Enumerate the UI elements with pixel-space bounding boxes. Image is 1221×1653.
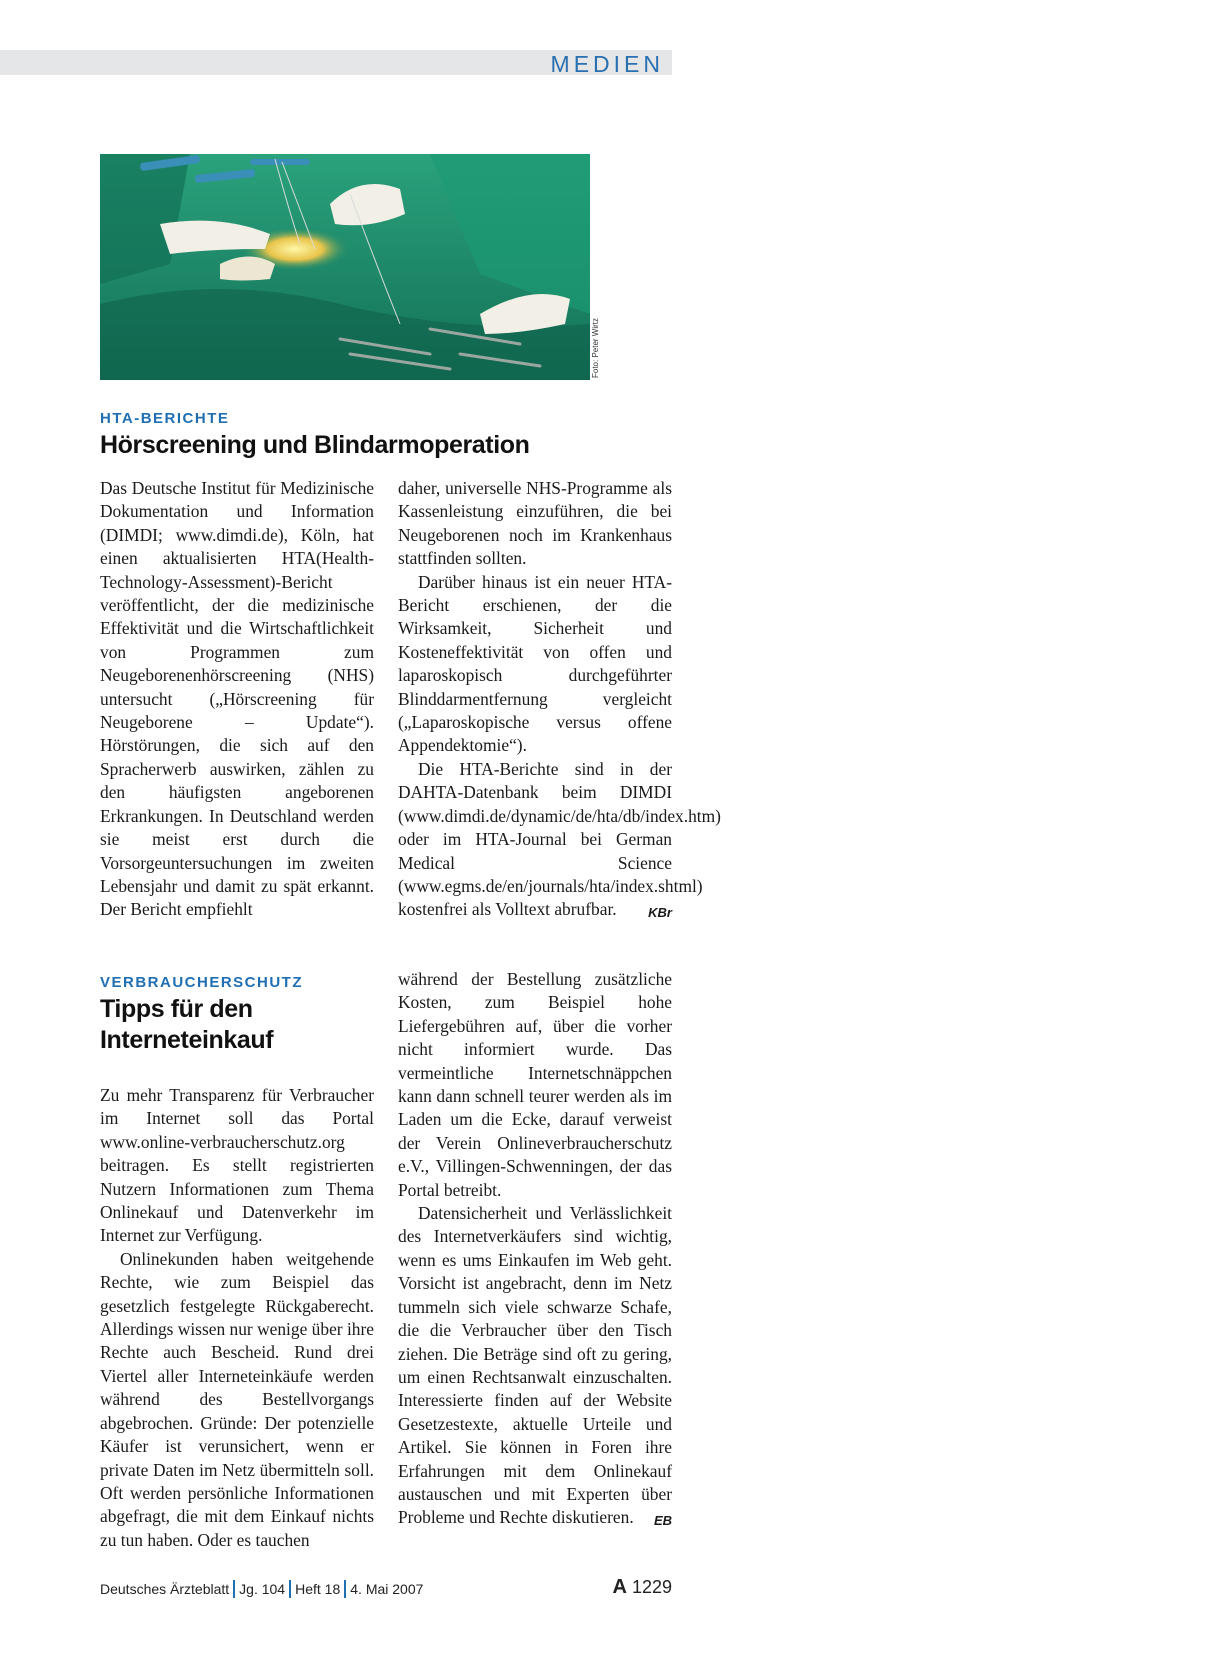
page-prefix: A: [612, 1576, 627, 1598]
paragraph: Zu mehr Transparenz für Verbraucher im Internet soll das Portal www.online-verbraucherschutz.org beitragen. Es stellt registrierten Nutzern Informationen zum Thema Onlinekauf und Datenverkehr im Internet zur Verfügung.: [100, 1085, 374, 1246]
page-footer: [100, 1576, 672, 1604]
paragraph: während der Bestellung zusätzliche Kosten, zum Beispiel hohe Liefergebühren auf, über die vorher nicht informiert wurde. Das vermeintliche Internetschnäppchen kann dann schnell teurer werden als im Laden um die Ecke, darauf verweist der Verein Onlineverbraucherschutz e.V., Villingen-Schwenningen, der das Portal betreibt.: [398, 969, 672, 1200]
author-signature: KBr: [648, 905, 672, 921]
footer-date: 4. Mai 2007: [350, 1581, 424, 1597]
footer-issue: Heft 18: [295, 1581, 341, 1597]
paragraph: Onlinekunden haben weitgehende Rechte, wie zum Beispiel das gesetzlich festgelegte Rückgaberecht. Allerdings wissen nur wenige über ihre Rechte auch Bescheid. Rund drei Viertel aller Interneteinkäufe werden während des Bestellvorgangs abgebrochen. Gründe: Der potenzielle Käufer ist verunsichert, wenn er private Daten im Netz übermitteln soll. Oft werden persönliche Informationen abgefragt, die mit dem Einkauf nichts zu tun haben. Oder es tauchen: [100, 1248, 374, 1550]
footer-publication: [100, 1580, 672, 1598]
paragraph: Das Deutsche Institut für Medizinische Dokumentation und Information (DIMDI; www.dimdi.de), Köln, hat einen aktualisierten HTA(Health-Technology-Assessment)-Bericht veröffentlicht, der die medizinische Effektivität und die Wirtschaftlichkeit von Programmen zum Neugeborenenhörscreening (NHS) untersucht („Hörscreening für Neugeborene – Update“). Hörstörungen, die sich auf den Spracherwerb auswirken, zählen zu den häufigsten angeborenen Erkrankungen. In Deutschland werden sie meist erst durch die Vorsorgeuntersuchungen im zweiten Lebensjahr und damit zu spät erkannt. Der Bericht empfiehlt: [100, 478, 374, 920]
article2-title-line1: Tipps für den: [100, 995, 253, 1023]
footer-page-number: [612, 1576, 672, 1599]
paragraph-text: Datensicherheit und Verlässlichkeit des Internetverkäufers sind wichtig, wenn es ums Einkaufen im Web geht. Vorsicht ist angebracht, denn im Netz tummeln sich viele schwarze Schafe, die die Verbraucher über den Tisch ziehen. Die Beträge sind oft zu gering, um einen Rechtsanwalt einzuschalten. Interessierte finden auf der Website Gesetzestexte, aktuelle Urteile und Artikel. Sie können in Foren ihre Erfahrungen mit dem Onlinekauf austauschen und mit Experten über Probleme und Rechte diskutieren.: [398, 1203, 672, 1528]
photo-credit: Foto: Peter Wirtz: [591, 317, 600, 378]
article2-column-1: [100, 1084, 374, 1552]
footer-separator: [289, 1580, 291, 1598]
footer-separator: [233, 1580, 235, 1598]
page-number: 1229: [631, 1577, 672, 1597]
paragraph: [398, 758, 721, 922]
article1-title: Hörscreening und Blindarmoperation: [100, 431, 530, 459]
section-header-bar: [0, 50, 672, 75]
surgery-photo-illustration: [100, 154, 590, 380]
footer-separator: [344, 1580, 346, 1598]
footer-journal: Deutsches Ärzteblatt: [100, 1581, 230, 1597]
paragraph: [398, 1202, 672, 1530]
surgery-photo: [100, 154, 590, 380]
paragraph-text: Die HTA-Berichte sind in der DAHTA-Datenbank beim DIMDI (www.dimdi.de/dynamic/de/hta/db/index.htm) oder im HTA-Journal bei German Medical Science (www.egms.de/en/journals/hta/index.shtml) kostenfrei als Volltext abrufbar.: [398, 758, 721, 920]
article2-title-line2: Interneteinkauf: [100, 1026, 274, 1054]
footer-volume: Jg. 104: [239, 1581, 286, 1597]
paragraph: Darüber hinaus ist ein neuer HTA-Bericht erschienen, der die Wirksamkeit, Sicherheit und Kosteneffektivität von offen und laparoskopisch durchgeführter Blinddarmentfernung vergleicht („Laparoskopische versus offene Appendektomie“).: [398, 571, 672, 756]
section-label: MEDIEN: [550, 51, 664, 77]
article1-column-2: [398, 477, 721, 925]
article2-column-2: [398, 968, 672, 1533]
article2-kicker: VERBRAUCHERSCHUTZ: [100, 974, 304, 991]
article1-kicker: HTA-BERICHTE: [100, 410, 230, 427]
author-signature: EB: [653, 1513, 672, 1529]
paragraph: daher, universelle NHS-Programme als Kassenleistung einzuführen, die bei Neugeborenen noch im Krankenhaus stattfinden sollten.: [398, 478, 672, 569]
article1-column-1: [100, 477, 374, 922]
